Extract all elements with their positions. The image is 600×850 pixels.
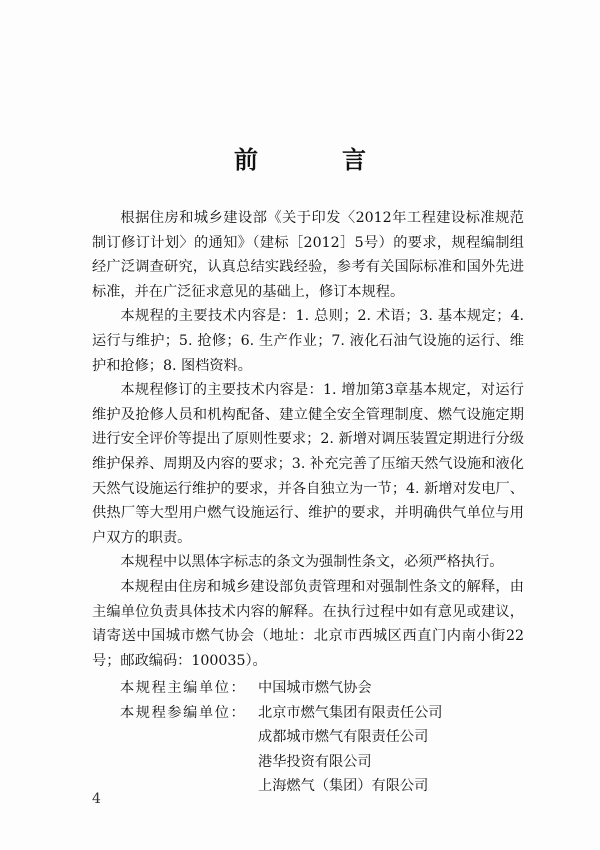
participant-unit-list xyxy=(258,701,442,799)
participant-unit: 港华投资有限公司 xyxy=(258,753,372,770)
paragraph-revision-content: 本规程修订的主要技术内容是：1. 增加第3章基本规定，对运行维护及抢修人员和机构配备、建立健全安全管理制度、燃气设施定期进行安全评价等提出了原则性要求；2. 新增对调压装置定期进行分级维护保养、周期及内容的要求；3. 补充完善了压缩天然气设施和液化天然气设施运行维护的要求，并各自独立为一节；4. 新增对发电厂、供热厂等大型用户燃气设施运行、维护的要求，并明确供气单位与用户双方的职责。 xyxy=(92,382,524,546)
editor-unit-name: 中国城市燃气协会 xyxy=(258,680,372,696)
page-number: 4 xyxy=(92,791,101,807)
participant-unit: 北京市燃气集团有限责任公司 xyxy=(258,704,443,721)
participant-unit: 成都城市燃气有限责任公司 xyxy=(258,729,429,746)
participant-unit-label: 本规程参编单位： xyxy=(120,704,247,721)
preface-body xyxy=(92,206,524,673)
paragraph-mandatory-clauses: 本规程中以黑体字标志的条文为强制性条文，必须严格执行。 xyxy=(120,554,504,571)
paragraph-revision-basis: 根据住房和城乡建设部《关于印发〈2012年工程建设标准规范制订修订计划〉的通知》（建标［2012］5号）的要求，规程编制组经广泛调查研究，认真总结实践经验，参考有关国际标准和国外先进标准，并在广泛征求意见的基础上，修订本规程。 xyxy=(92,210,524,300)
page-title: 前 言 xyxy=(234,146,396,174)
participant-unit: 上海燃气（集团）有限公司 xyxy=(258,778,429,795)
paragraph-management: 本规程由住房和城乡建设部负责管理和对强制性条文的解释，由主编单位负责具体技术内容的解释。在执行过程中如有意见或建议，请寄送中国城市燃气协会（地址：北京市西城区西直门内南小街22号；邮政编码：100035）。 xyxy=(92,578,524,669)
editor-unit-label: 本规程主编单位： xyxy=(120,680,247,696)
units-section xyxy=(120,676,540,799)
editor-unit-row xyxy=(120,676,540,701)
participant-unit-row xyxy=(120,701,540,799)
paragraph-main-content: 本规程的主要技术内容是：1. 总则；2. 术语；3. 基本规定；4. 运行与维护；5. 抢修；6. 生产作业；7. 液化石油气设施的运行、维护和抢修；8. 图档资料。 xyxy=(92,308,524,374)
